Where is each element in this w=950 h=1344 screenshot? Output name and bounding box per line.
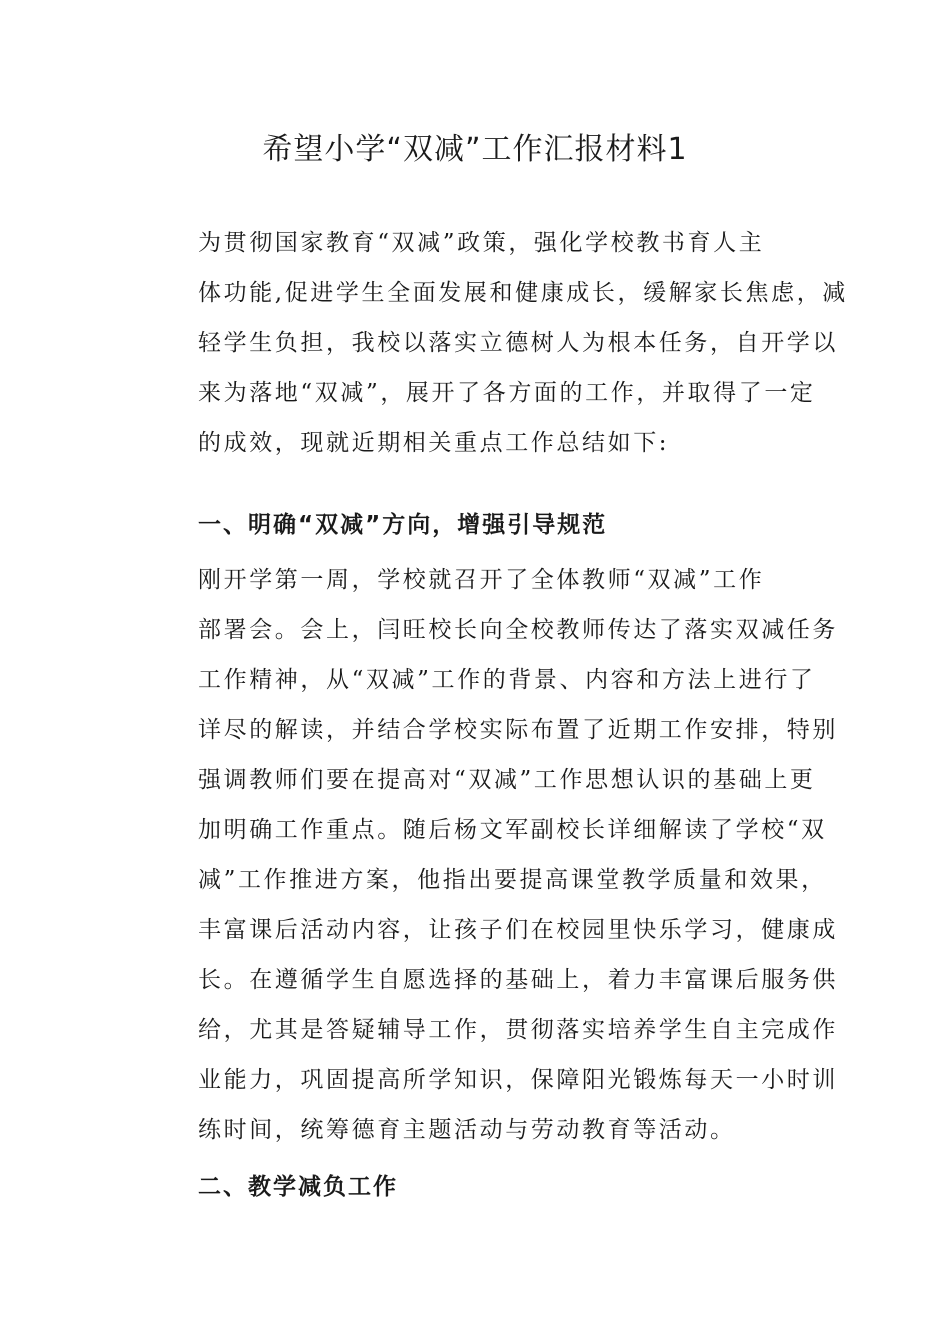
paragraph — [146, 218, 848, 468]
text-line: 详尽的解读，并结合学校实际布置了近期工作安排，特别 — [198, 717, 838, 743]
text-line: 的成效，现就近期相关重点工作总结如下: — [198, 430, 670, 456]
text-line: 给，尤其是答疑辅导工作，贯彻落实培养学生自主完成作 — [198, 1017, 838, 1043]
text-line: 工作精神，从“双减”工作的背景、内容和方法上进行了 — [198, 667, 816, 693]
text-line: 来为落地“双减”，展开了各方面的工作，并取得了一定 — [198, 380, 816, 406]
paragraph — [146, 555, 838, 1155]
text-line: 练时间，统筹德育主题活动与劳动教育等活动。 — [198, 1117, 736, 1143]
intro-paragraph — [146, 218, 848, 468]
text-line: 加明确工作重点。随后杨文军副校长详细解读了学校“双 — [198, 817, 827, 843]
section-heading-1 — [146, 500, 806, 550]
text-line: 刚开学第一周，学校就召开了全体教师“双减”工作 — [198, 567, 765, 593]
section-heading-2 — [146, 1162, 806, 1212]
text-line: 轻学生负担，我校以落实立德树人为根本任务，自开学以 — [198, 330, 838, 356]
text-line: 体功能,促进学生全面发展和健康成长，缓解家长焦虑，减 — [198, 280, 848, 306]
text-line: 长。在遵循学生自愿选择的基础上，着力丰富课后服务供 — [198, 967, 838, 993]
text-line: 减”工作推进方案，他指出要提高课堂教学质量和效果， — [198, 867, 827, 893]
text-line: 丰富课后活动内容，让孩子们在校园里快乐学习，健康成 — [198, 917, 838, 943]
text-line: 为贯彻国家教育“双减”政策，强化学校教书育人主 — [198, 230, 765, 256]
section-heading: 一、明确“双减”方向，增强引导规范 — [198, 512, 608, 538]
document-title: 希望小学“双减”工作汇报材料1 — [262, 132, 688, 167]
text-line: 业能力，巩固提高所学知识，保障阳光锻炼每天一小时训 — [198, 1067, 838, 1093]
section-heading: 二、教学减负工作 — [198, 1174, 398, 1200]
text-line: 部署会。会上，闫旺校长向全校教师传达了落实双减任务 — [198, 617, 838, 643]
text-line: 强调教师们要在提高对“双减”工作思想认识的基础上更 — [198, 767, 816, 793]
section-1-paragraph — [146, 555, 838, 1155]
